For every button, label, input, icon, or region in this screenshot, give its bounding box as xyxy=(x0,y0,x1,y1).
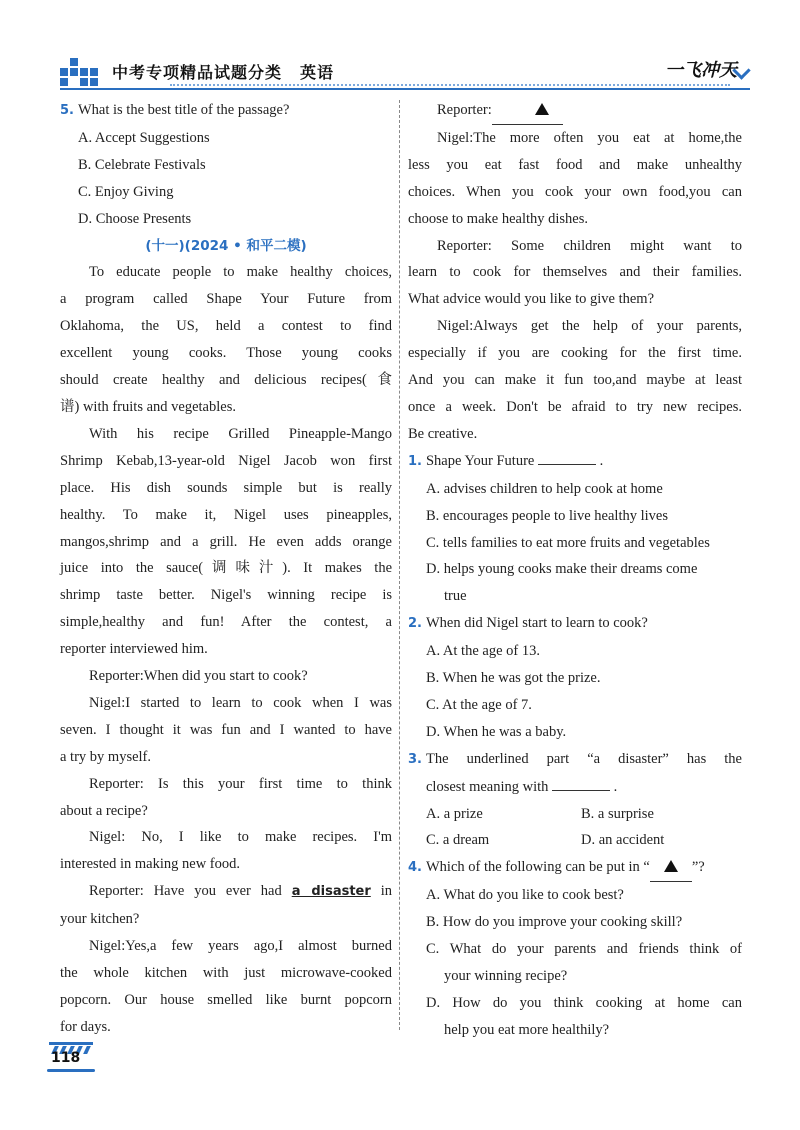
column-divider xyxy=(399,100,400,1030)
brand-name: 一飞冲天 xyxy=(665,60,737,81)
option: D. Choose Presents xyxy=(78,210,192,227)
text-line: learn to cook for themselves and their families. xyxy=(408,264,742,281)
option-continuation: true xyxy=(444,588,467,605)
question-text: Shape Your Future xyxy=(425,452,535,469)
text-line: for days. xyxy=(60,1018,111,1035)
text-line: the whole kitchen with just microwave-cooked xyxy=(60,965,392,981)
option: C. Enjoy Giving xyxy=(78,183,174,200)
option: C. tells families to eat more fruits and vegetables xyxy=(426,534,710,551)
dialog-question xyxy=(60,878,392,933)
question-text: closest meaning with xyxy=(426,778,549,795)
dialog-answer xyxy=(60,824,392,878)
option: C. What do your parents and friends think of xyxy=(426,941,742,958)
text-line: 谱) with fruits and vegetables. xyxy=(60,398,236,415)
dialog-answer xyxy=(60,690,392,771)
section-title: (十一)(2024 • 和平二模) xyxy=(145,237,307,254)
dialog-question xyxy=(408,233,742,314)
underlined-phrase: a disaster xyxy=(291,884,371,900)
option: D. When he was a baby. xyxy=(426,723,567,740)
answer-blank xyxy=(552,776,610,791)
question-number: 4. xyxy=(408,860,422,876)
question-1: 1. Shape Your Future . xyxy=(408,448,742,476)
triangle-icon xyxy=(664,860,678,872)
text-line: With his recipe Grilled Pineapple-Mango xyxy=(89,425,392,442)
text-segment: Reporter: Have you ever had xyxy=(89,883,282,900)
page-number-badge xyxy=(47,1042,97,1072)
header-logo-blocks xyxy=(60,56,104,90)
left-column xyxy=(60,97,392,1041)
option: C. At the age of 7. xyxy=(426,696,532,713)
text-line: What advice would you like to give them? xyxy=(408,291,655,308)
option: A. advises children to help cook at home xyxy=(426,480,663,497)
book-title xyxy=(112,60,334,83)
option: B. encourages people to live healthy lives xyxy=(426,507,668,524)
question-3-line-2: closest meaning with . xyxy=(408,774,742,801)
text-line xyxy=(60,878,392,906)
option: B. Celebrate Festivals xyxy=(78,156,206,173)
text-line: a try by myself. xyxy=(60,748,152,765)
question-text: What is the best title of the passage? xyxy=(77,102,290,118)
option: B. a surprise xyxy=(581,805,654,822)
text-line: excellent young cooks. Those young cooks xyxy=(60,345,392,362)
dialog-answer xyxy=(408,313,742,448)
right-column xyxy=(408,97,742,1044)
question-text: When did Nigel start to learn to cook? xyxy=(425,615,648,632)
question-2 xyxy=(408,610,742,638)
option: D. an accident xyxy=(581,832,665,849)
text-line: Nigel:I started to learn to cook when I was xyxy=(89,694,392,711)
text-line: Oklahoma, the US, held a contest to find xyxy=(60,318,392,335)
text-line: seven. I thought it was fun and I wanted to have xyxy=(60,721,392,738)
option: B. When he was got the prize. xyxy=(426,670,601,687)
passage-paragraph-2 xyxy=(60,421,392,663)
answer-blank xyxy=(538,450,596,465)
text-line: juice into the sauce(调味汁). It makes the xyxy=(60,560,392,577)
text-line: choose to make healthy dishes. xyxy=(408,210,588,227)
question-number: 2. xyxy=(408,616,422,632)
text-line: Shrimp Kebab,13-year-old Nigel Jacob won first xyxy=(60,452,392,469)
header-rule xyxy=(60,88,750,90)
text-segment: in xyxy=(380,883,393,900)
text-segment: Reporter: xyxy=(437,102,492,118)
text-line: Nigel:Always get the help of your parents, xyxy=(437,318,742,335)
text-line: about a recipe? xyxy=(60,802,148,819)
text-line: healthy. To make it, Nigel uses pineapples, xyxy=(60,506,392,523)
text-line: choices. When you cook your own food,you can xyxy=(408,183,742,200)
text-line: interested in making new food. xyxy=(60,856,240,873)
text-line: And you can make it fun too,and maybe at least xyxy=(408,372,742,389)
dialog-question xyxy=(60,771,392,825)
text-line: your kitchen? xyxy=(60,911,140,928)
text-line: a program called Shape Your Future from xyxy=(60,291,392,308)
option-row xyxy=(408,827,742,854)
text-line: popcorn. Our house smelled like burnt popcorn xyxy=(60,991,392,1008)
text-line: especially if you are cooking for the first time. xyxy=(408,345,742,362)
question-text: ”? xyxy=(691,859,705,876)
text-line: Be creative. xyxy=(408,425,478,442)
option-continuation: your winning recipe? xyxy=(444,968,568,984)
passage-paragraph-1 xyxy=(60,259,392,420)
option: D. helps young cooks make their dreams come xyxy=(426,561,698,578)
page-header xyxy=(0,0,800,100)
option: A. Accept Suggestions xyxy=(78,129,210,146)
triangle-icon xyxy=(535,103,549,115)
option: A. At the age of 13. xyxy=(426,643,540,660)
option: A. What do you like to cook best? xyxy=(426,887,624,904)
option: C. a dream xyxy=(426,832,490,849)
reporter-blank-line xyxy=(408,97,742,125)
text-line: less you eat fast food and make unhealthy xyxy=(408,156,742,173)
answer-blank xyxy=(492,97,563,125)
question-text: Which of the following can be put in “ xyxy=(425,859,650,876)
text-line: shrimp taste better. Nigel's winning recipe is xyxy=(60,587,392,604)
question-number: 1. xyxy=(408,453,422,469)
subject-label: 英语 xyxy=(300,63,335,82)
text-line: reporter interviewed him. xyxy=(60,641,208,658)
question-5 xyxy=(60,97,392,125)
option: B. How do you improve your cooking skill? xyxy=(426,914,683,931)
option: D. How do you think cooking at home can xyxy=(426,994,742,1011)
question-3 xyxy=(408,746,742,774)
text-line: Nigel:The more often you eat at home,the xyxy=(437,129,742,146)
text-line: To educate people to make healthy choices, xyxy=(89,264,392,281)
dialog-answer xyxy=(60,933,392,1041)
text-line: Reporter: Is this your first time to think xyxy=(89,775,392,792)
question-number: 5. xyxy=(60,103,74,118)
option-row xyxy=(408,801,742,828)
text-line: once a week. Don't be afraid to try new recipes. xyxy=(408,398,742,415)
text-line: should create healthy and delicious recipes(食 xyxy=(60,372,392,389)
text-line: Nigel:Yes,a few years ago,I almost burned xyxy=(89,938,392,955)
question-text: The underlined part “a disaster” has the xyxy=(425,750,742,767)
answer-blank xyxy=(650,854,692,882)
dialog-line: Reporter:When did you start to cook? xyxy=(89,668,308,685)
book-title-text: 中考专项精品试题分类 xyxy=(112,63,283,82)
page-number: 118 xyxy=(51,1050,81,1066)
text-line: place. His dish sounds simple but is really xyxy=(60,479,392,496)
page-number-base xyxy=(47,1069,95,1072)
text-line: Nigel: No, I like to make recipes. I'm xyxy=(89,829,392,846)
question-number: 3. xyxy=(408,751,422,767)
option: A. a prize xyxy=(426,805,483,822)
text-line: Reporter: Some children might want to xyxy=(437,237,742,254)
text-line: simple,healthy and fun! After the contest, a xyxy=(60,614,392,631)
question-4 xyxy=(408,854,742,882)
text-line: mangos,shrimp and a grill. He even adds orange xyxy=(60,533,392,550)
option-continuation: help you eat more healthily? xyxy=(444,1021,610,1038)
dialog-answer xyxy=(408,125,742,233)
